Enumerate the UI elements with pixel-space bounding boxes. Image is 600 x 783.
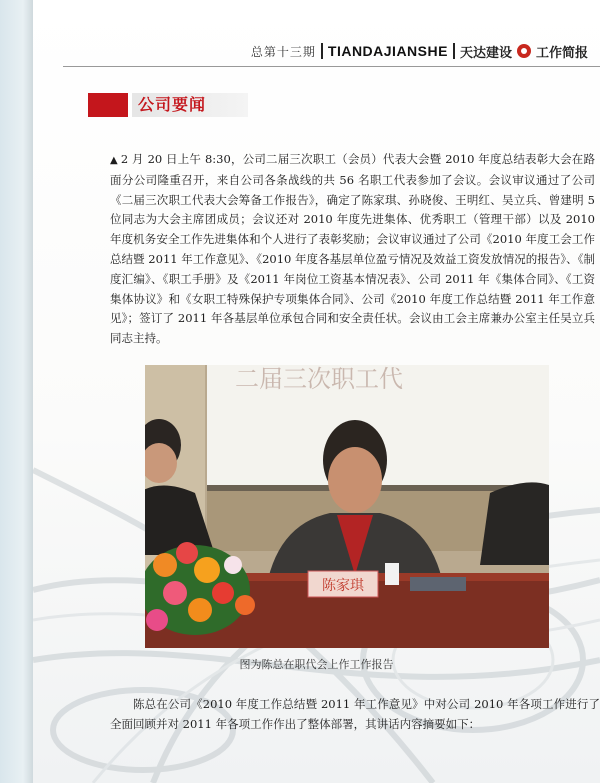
nameplate-text: 陈家琪 bbox=[322, 578, 364, 594]
publication-name: 工作简报 bbox=[535, 45, 588, 61]
section-marker bbox=[88, 93, 128, 117]
photo-caption: 图为陈总在职代会上作工作报告 bbox=[239, 658, 394, 671]
header-divider bbox=[453, 43, 455, 59]
company-logo-icon bbox=[517, 44, 531, 58]
header-rule bbox=[63, 66, 600, 67]
issue-number: 总第十三期 bbox=[250, 44, 316, 59]
magazine-page bbox=[33, 0, 600, 783]
section-heading bbox=[88, 93, 248, 117]
screen-text: 二届三次职工代 bbox=[235, 365, 403, 393]
header-divider bbox=[321, 43, 323, 59]
page-spine bbox=[0, 0, 34, 783]
page-header bbox=[251, 40, 588, 62]
article-paragraph-2: 陈总在公司《2010 年度工作总结暨 2011 年工作意见》中对公司 2010 年各项工作进行了全面回顾并对 2011 年各项工作作出了整体部署，其讲话内容摘要如下： bbox=[110, 697, 600, 731]
article-paragraph-1 bbox=[110, 150, 595, 349]
brand-chinese: 天达建设 bbox=[459, 45, 512, 61]
bullet-triangle-icon: ▲ bbox=[110, 155, 118, 166]
section-title: 公司要闻 bbox=[128, 93, 248, 117]
brand-english: TIANDAJIANSHE bbox=[327, 43, 448, 59]
meeting-photo-illustration bbox=[145, 365, 549, 648]
paragraph-1-text: 2 月 20 日上午 8:30，公司二届三次职工（会员）代表大会暨 2010 年度总结表彰大会在路面分公司隆重召开，来自公司各条战线的共 56 名职工代表参加了会议。会议审议通过了公司《二届三次职工代表大会筹备工作报告》，确定了陈家琪、孙晓俊、王明红、吴立兵、曾建明 5 位同志为大会主席团成员；会议还对 2010 年度先进集体、优秀职工（管理干部）以及 2010 年度机务安全工作先进集体和个人进行了表彰奖励；会议审议通过了公司《2010 年度工会工作总结暨 2011 年工作意见》、《2010 年度各基层单位盈亏情况及效益工资发放情况的报告》、《制度汇编》、《职工手册》及《2011 年岗位工资基本情况表》、公司 2011 年《集体合同》、《工资集体协议》和《女职工特殊保护专项集体合同》、公司《2010 年度工作总结暨 2011 年工作意见》；签订了 2011 年各基层单位承包合同和安全责任状。会议由工会主席兼办公室主任吴立兵同志主持。 bbox=[110, 152, 595, 346]
meeting-photo bbox=[145, 365, 549, 648]
